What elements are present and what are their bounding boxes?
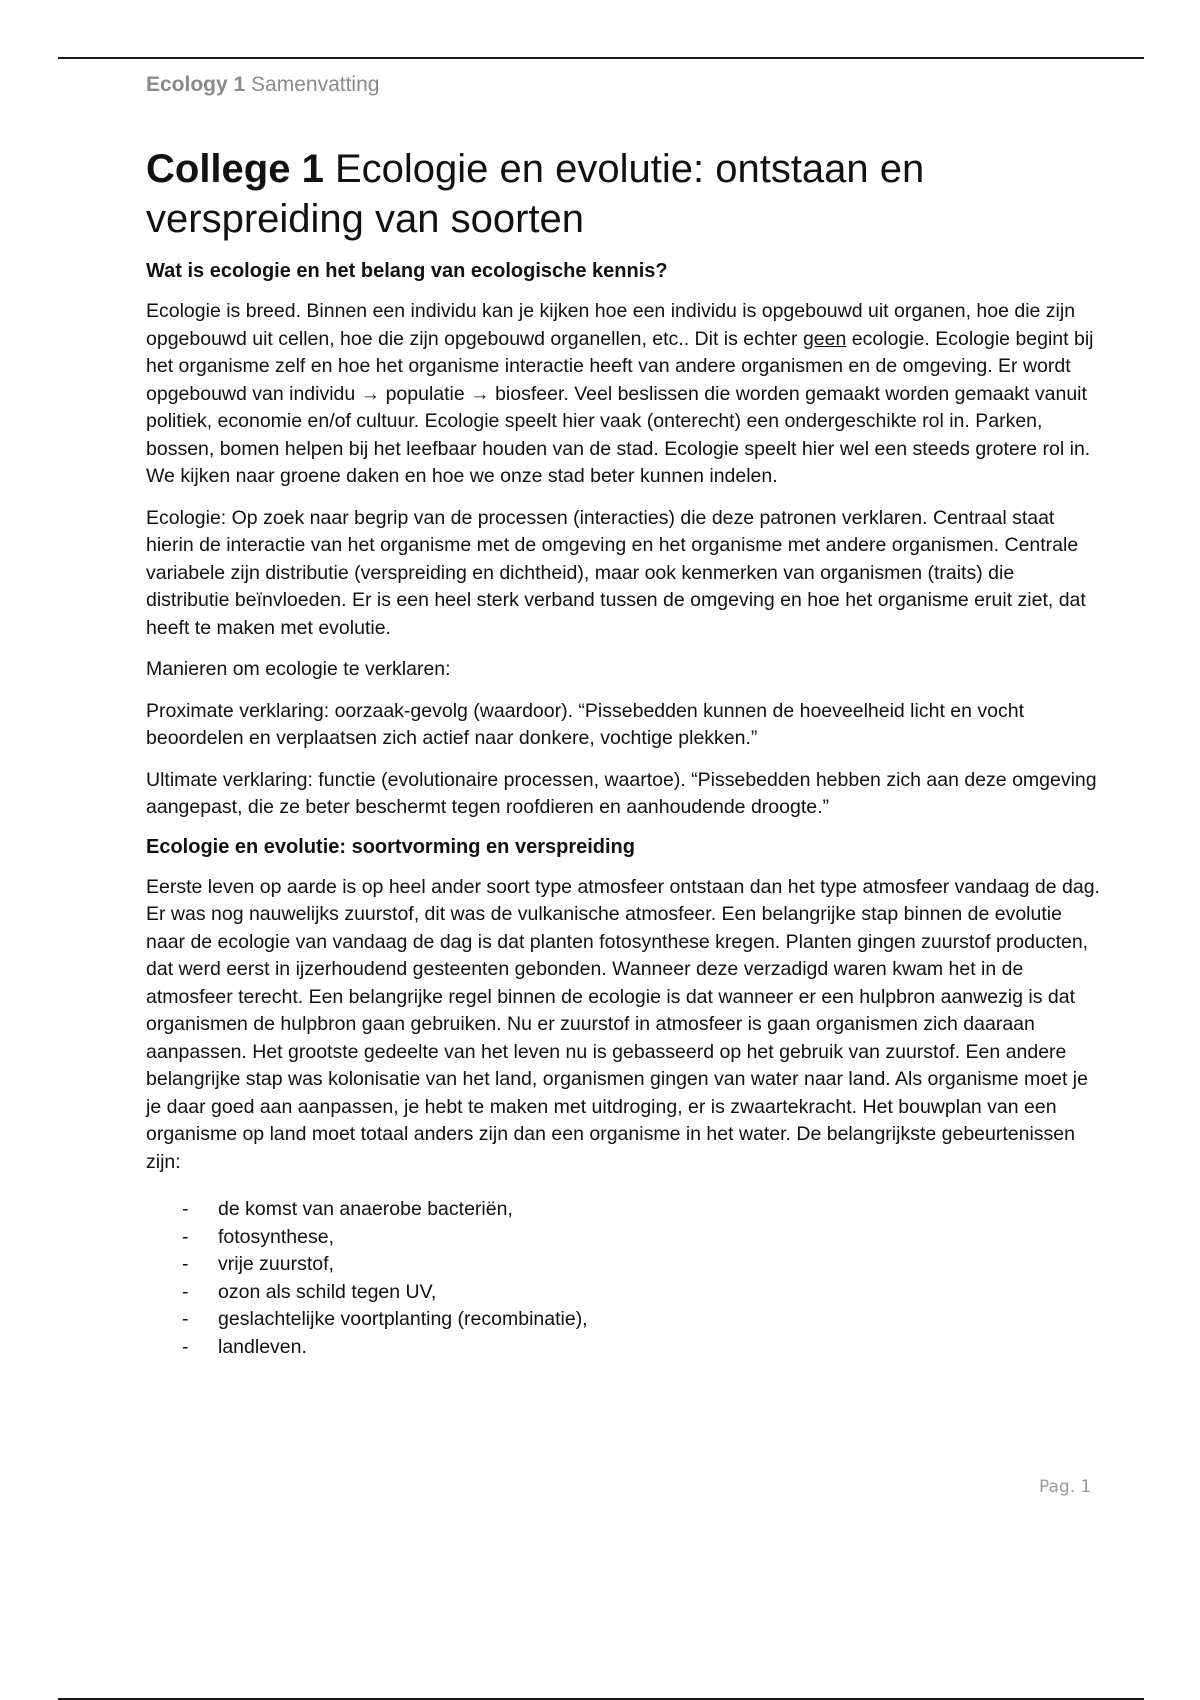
paragraph-proximate: Proximate verklaring: oorzaak-gevolg (waardoor). “Pissebedden kunnen de hoeveelheid licht en vocht beoordelen en verplaatsen zich actief naar donkere, vochtige plekken.” (146, 699, 1024, 749)
page-title (146, 144, 1101, 244)
list-item (146, 1224, 1101, 1252)
paragraph-ultimate: Ultimate verklaring: functie (evolutionaire processen, waartoe). “Pissebedden hebben zich aan deze omgeving aangepast, die ze beter beschermt tegen roofdieren en aanhoudende droogte.” (146, 768, 1097, 818)
list-item (146, 1279, 1101, 1307)
paragraph-explain-ways: Manieren om ecologie te verklaren: (146, 658, 451, 680)
list-dash: - (182, 1308, 189, 1330)
running-header (146, 73, 379, 97)
events-list (146, 1196, 1101, 1361)
page-number: Pag. 1 (1039, 1477, 1092, 1497)
list-item (146, 1196, 1101, 1224)
top-rule (58, 57, 1144, 59)
list-item-text: ozon als schild tegen UV, (218, 1280, 437, 1303)
list-item-text: fotosynthese, (218, 1225, 334, 1248)
p1-text-after: ecologie. Ecologie begint bij het organisme zelf en hoe het organisme interactie heeft van andere organismen en de omgeving. Er wordt opgebouwd van individu → populatie → biosfeer. Veel beslissen die worden gemaakt worden gemaakt vanuit politiek, economie en/of cultuur. Ecologie speelt hier vaak (onterecht) een ondergeschikte rol in. Parken, bossen, bomen helpen bij het leefbaar houden van de stad. Ecologie speelt hier wel een steeds grotere rol in. We kijken naar groene daken en hoe we onze stad beter kunnen indelen. (146, 327, 1094, 487)
page-content (146, 144, 1101, 1361)
p1-text-before: Ecologie is breed. Binnen een individu kan je kijken hoe een individu is opgebouwd uit organen, hoe die zijn opgebouwd uit cellen, hoe die zijn opgebouwd organellen, etc.. Dit is echter (146, 300, 1076, 350)
header-course: Ecology 1 (146, 73, 246, 96)
list-item-text: landleven. (218, 1335, 307, 1358)
list-item-text: vrije zuurstof, (218, 1253, 334, 1275)
list-item (146, 1306, 1101, 1334)
paragraph-ecology-definition: Ecologie: Op zoek naar begrip van de processen (interacties) die deze patronen verklaren. Centraal staat hierin de interactie van het organisme met de omgeving en het organisme met andere organismen. Centrale variabele zijn distributie (verspreiding en dichtheid), maar ook kenmerken van organismen (traits) die distributie beïnvloeden. Er is een heel sterk verband tussen de omgeving en hoe het organisme eruit ziet, dat heeft te maken met evolutie. (146, 506, 1086, 639)
title-lecture-number: College 1 (146, 147, 324, 191)
list-item (146, 1251, 1101, 1279)
list-item-text: de komst van anaerobe bacteriën, (218, 1198, 513, 1220)
list-item (146, 1334, 1101, 1362)
p1-underlined-word: geen (802, 327, 847, 350)
header-subtitle: Samenvatting (245, 73, 380, 96)
list-dash: - (182, 1253, 189, 1275)
list-dash: - (182, 1280, 189, 1303)
section-heading-evolution: Ecologie en evolutie: soortvorming en verspreiding (146, 835, 635, 858)
list-item-text: geslachtelijke voortplanting (recombinatie), (218, 1308, 588, 1330)
section-heading-ecology: Wat is ecologie en het belang van ecologische kennis? (146, 260, 668, 282)
list-dash: - (182, 1225, 189, 1248)
paragraph-ecology-broad (146, 298, 1101, 491)
list-dash: - (182, 1335, 189, 1358)
title-text: Ecologie en evolutie: ontstaan en verspreiding van soorten (146, 147, 925, 241)
paragraph-early-life: Eerste leven op aarde is op heel ander soort type atmosfeer ontstaan dan het type atmosfeer vandaag de dag. Er was nog nauwelijks zuurstof, dit was de vulkanische atmosfeer. Een belangrijke stap binnen de evolutie naar de ecologie van vandaag de dag is dat planten fotosynthese kregen. Planten gingen zuurstof producten, dat werd eerst in ijzerhoudend gesteenten gebonden. Wanneer deze verzadigd waren kwam het in de atmosfeer terecht. Een belangrijke regel binnen de ecologie is dat wanneer er een hulpbron aanwezig is dat organismen de hulpbron gaan gebruiken. Nu er zuurstof in atmosfeer is gaan organismen zich daaraan aanpassen. Het grootste gedeelte van het leven nu is gebasseerd op het gebruik van zuurstof. Een andere belangrijke stap was kolonisatie van het land, organismen gingen van water naar land. Als organisme moet je je daar goed aan aanpassen, je hebt te maken met uitdroging, er is zwaartekracht. Het bouwplan van een organisme op land moet totaal anders zijn dan een organisme in het water. De belangrijkste gebeurtenissen zijn: (146, 875, 1100, 1173)
list-dash: - (182, 1198, 189, 1220)
